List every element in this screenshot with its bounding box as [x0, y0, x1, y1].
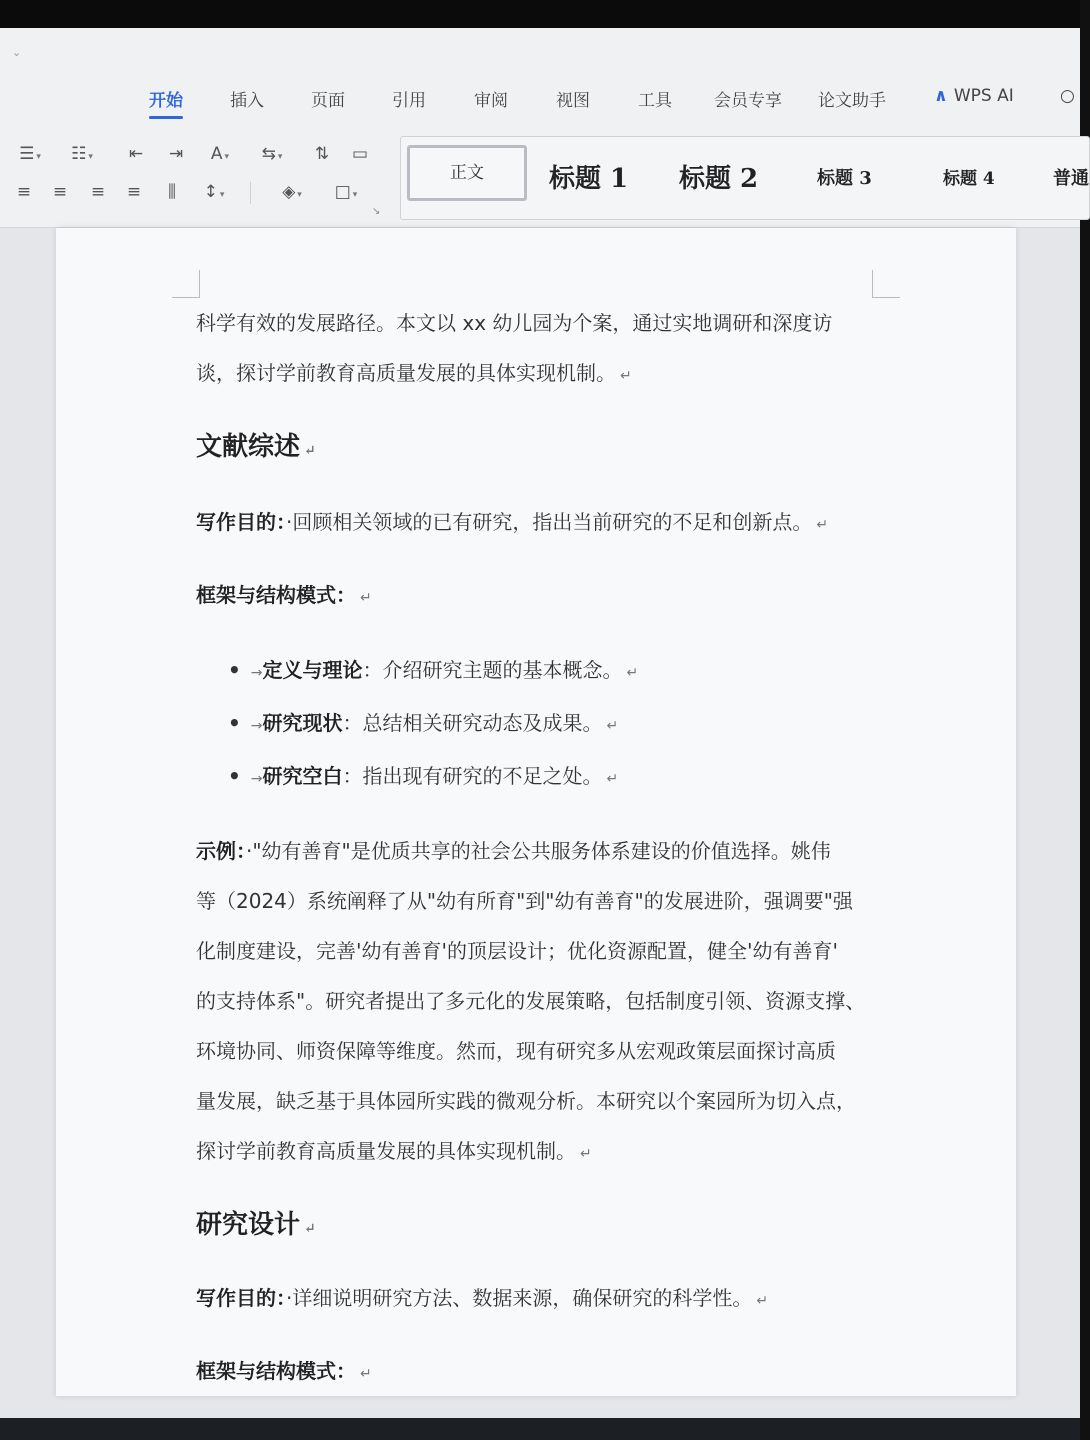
increase-indent-icon[interactable]: ⇥ — [168, 144, 184, 164]
numbered-list-icon[interactable]: ☷ ▾ — [71, 144, 93, 164]
tab-start[interactable]: 开始 — [149, 86, 183, 111]
style-heading-3[interactable]: 标题 3 — [817, 168, 872, 189]
styles-gallery — [400, 136, 1090, 220]
document-body[interactable] — [196, 298, 886, 1399]
tab-member[interactable]: 会员专享 — [714, 91, 782, 111]
document-page[interactable] — [56, 228, 1016, 1396]
tab-thesis-assistant[interactable]: 论文助手 — [818, 91, 886, 111]
wps-writer-window — [0, 28, 1089, 1418]
style-more[interactable]: 普通 — [1053, 168, 1089, 189]
section1-framework-label: 框架与结构模式： ↵ — [196, 583, 372, 607]
margin-corner-mark — [172, 270, 200, 298]
list-item: • →定义与理论：介绍研究主题的基本概念。 ↵ — [228, 658, 639, 682]
intro-line-2: 谈，探讨学前教育高质量发展的具体实现机制。 ↵ — [196, 361, 632, 385]
line-break-icon[interactable]: ⇆ ▾ — [261, 144, 283, 164]
example-line-3: 化制度建设，完善'幼有善育'的顶层设计；优化资源配置，健全'幼有善育' — [196, 939, 838, 963]
tab-insert[interactable]: 插入 — [230, 91, 264, 111]
section1-purpose: 写作目的：·回顾相关领域的已有研究，指出当前研究的不足和创新点。 ↵ — [196, 510, 829, 534]
search-icon[interactable]: ○ — [1060, 86, 1075, 106]
align-center-icon[interactable]: ≡ — [52, 182, 68, 202]
line-spacing-icon[interactable]: ↕ ▾ — [203, 182, 225, 202]
align-left-icon[interactable]: ≡ — [16, 182, 32, 202]
tab-review[interactable]: 审阅 — [474, 91, 508, 111]
tab-wps-ai-label: WPS AI — [953, 86, 1014, 106]
section2-framework-label: 框架与结构模式： ↵ — [196, 1359, 372, 1383]
tab-wps-ai[interactable] — [934, 86, 1014, 106]
align-right-icon[interactable]: ≡ — [90, 182, 106, 202]
justify-icon[interactable]: ≡ — [126, 182, 142, 202]
shading-icon[interactable]: ◈ ▾ — [282, 182, 302, 202]
margin-corner-mark — [872, 270, 900, 298]
toolbar-row-1 — [10, 140, 390, 168]
toolbar-divider — [250, 182, 251, 204]
style-heading-2[interactable]: 标题 2 — [679, 164, 759, 194]
example-line-7: 探讨学前教育高质量发展的具体实现机制。 ↵ — [196, 1139, 592, 1163]
intro-line-1: 科学有效的发展路径。本文以 xx 幼儿园为个案，通过实地调研和深度访 — [196, 311, 833, 335]
wps-ai-logo-icon: ∧ — [934, 86, 948, 106]
tab-page[interactable]: 页面 — [311, 91, 345, 111]
section2-purpose: 写作目的：·详细说明研究方法、数据来源，确保研究的科学性。 ↵ — [196, 1286, 769, 1310]
example-line-6: 量发展，缺乏基于具体园所实践的微观分析。本研究以个案园所为切入点， — [196, 1089, 856, 1113]
border-icon[interactable]: □ ▾ — [334, 182, 358, 202]
screen-bottom-bezel — [0, 1418, 1080, 1440]
ribbon-tabs — [0, 86, 1080, 120]
distributed-icon[interactable]: ⫼ — [168, 182, 176, 202]
decrease-indent-icon[interactable]: ⇤ — [128, 144, 144, 164]
tab-references[interactable]: 引用 — [392, 91, 426, 111]
tab-tools[interactable]: 工具 — [638, 91, 672, 111]
ribbon — [0, 28, 1089, 228]
example-line-2: 等（2024）系统阐释了从"幼有所育"到"幼有善育"的发展进阶，强调要"强 — [196, 889, 853, 913]
list-item: • →研究空白：指出现有研究的不足之处。 ↵ — [228, 764, 619, 788]
paragraph-settings-launcher-icon[interactable]: ↘ — [372, 206, 381, 217]
sort-icon[interactable]: ⇅ — [314, 144, 330, 164]
text-case-icon[interactable]: A ▾ — [210, 144, 230, 164]
section-heading-literature-review: 文献综述 ↵ — [196, 432, 316, 462]
example-line-1: 示例：·"幼有善育"是优质共享的社会公共服务体系建设的价值选择。姚伟 — [196, 839, 831, 863]
section-heading-research-design: 研究设计 ↵ — [196, 1210, 316, 1240]
tab-view[interactable]: 视图 — [556, 91, 590, 111]
bullet-list-icon[interactable]: ☰ ▾ — [19, 144, 41, 164]
style-heading-1[interactable]: 标题 1 — [549, 164, 629, 194]
style-heading-4[interactable]: 标题 4 — [943, 169, 995, 189]
toolbar-row-2 — [10, 178, 390, 206]
table-border-icon[interactable]: ▭ — [351, 144, 369, 164]
style-normal[interactable]: 正文 — [407, 145, 527, 201]
menu-chevron-icon[interactable]: ⌄ — [12, 46, 22, 59]
example-line-5: 环境协同、师资保障等维度。然而，现有研究多从宏观政策层面探讨高质 — [196, 1039, 836, 1063]
list-item: • →研究现状：总结相关研究动态及成果。 ↵ — [228, 711, 619, 735]
example-line-4: 的支持体系"。研究者提出了多元化的发展策略，包括制度引领、资源支撑、 — [196, 989, 866, 1013]
screen-top-bezel — [0, 0, 1080, 28]
